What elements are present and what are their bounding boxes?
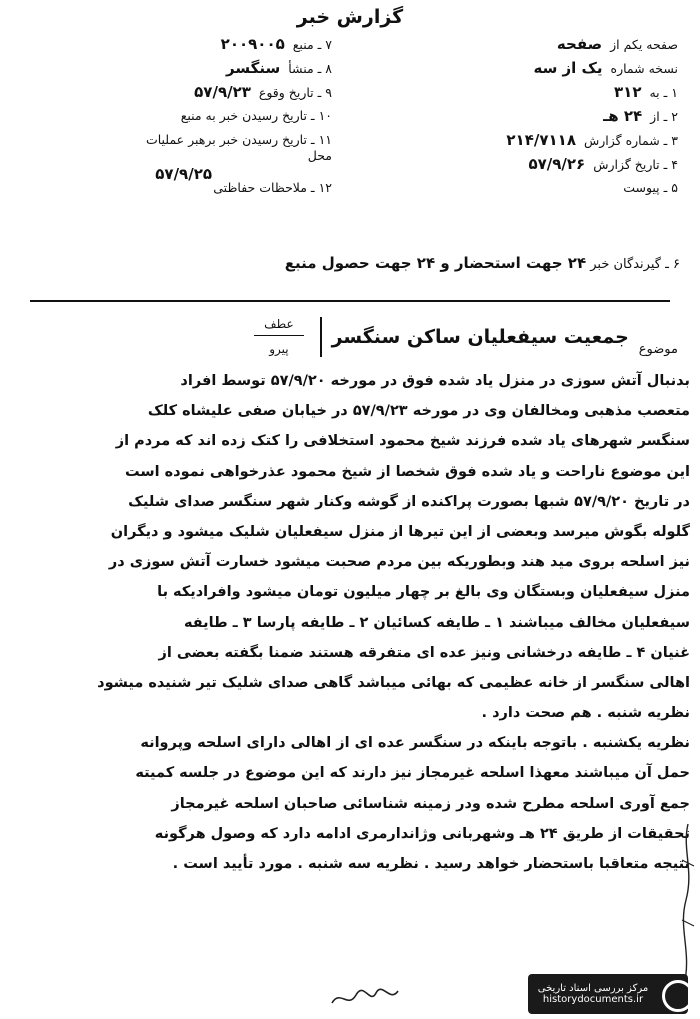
page-title: گزارش خبر: [296, 6, 404, 28]
body-line: نتیجه متعاقبا باستحضار خواهد رسید . نظریه سه شنبه . مورد تأیید است .: [172, 856, 690, 872]
report-fields-left: [12, 36, 332, 204]
subject-row: [254, 316, 678, 357]
field-label: ۳ ـ شماره گزارش: [583, 133, 678, 148]
field-label: ۷ ـ منبع: [292, 37, 332, 52]
field-source: [12, 36, 332, 60]
recipients-value: ۲۴ جهت استحضار و ۲۴ جهت حصول منبع: [284, 254, 587, 272]
field-attachment: [358, 180, 678, 204]
body-line: حمل آن میباشند معهذا اسلحه غیرمجاز نیز دارند که این موضوع در جلسه کمیته: [135, 765, 690, 782]
field-label: ۱ ـ به: [649, 85, 678, 100]
margin-note-icon: [678, 820, 698, 990]
field-label: ۱۰ ـ تاریخ رسیدن خبر به منبع: [180, 108, 332, 123]
field-origin: [12, 60, 332, 84]
body-line: متعصب مذهبی ومخالفان وی در مورخه ۵۷/۹/۲۳ در خیابان صفی علیشاه کلک: [147, 403, 690, 420]
body-line: بدنبال آتش سوزی در منزل یاد شده فوق در مورخه ۵۷/۹/۲۰ توسط افراد: [180, 373, 690, 389]
body-line: گلوله بگوش میرسد وبعضی از این تیرها از منزل سیفعلیان شلیک میشود و دیگران: [110, 523, 690, 540]
field-label: ۲ ـ از: [650, 109, 678, 124]
body-line: نظریه شنبه . هم صحت دارد .: [481, 705, 690, 722]
field-label: ۵ ـ پیوست: [623, 180, 678, 195]
field-security-notes: [12, 180, 332, 204]
field-received-by-operations: [12, 132, 332, 183]
field-value: سنگسر: [226, 59, 281, 77]
body-line: تحقیقات از طریق ۲۴ هـ وشهربانی وژاندارمری ادامه دارد که وصول هرگونه: [154, 825, 690, 842]
body-line: اهالی سنگسر از خانه عظیمی که بهائی میباشد گاهی صدای شلیک تیر شنیده میشود: [97, 674, 690, 691]
body-line: سیفعلیان مخالف میباشند ۱ ـ طایفه کسائیان ۲ ـ طایفه پارسا ۳ ـ طایفه: [183, 614, 690, 631]
field-copy-number: [358, 60, 678, 84]
field-value: صفحه: [556, 35, 603, 53]
subject-value: جمعیت سیفعلیان ساکن سنگسر: [331, 325, 629, 348]
body-line: نظریه یکشنبه . باتوجه باینکه در سنگسر عده ای از اهالی دارای اسلحه وپروانه: [140, 735, 690, 752]
reference-label: عطف: [254, 317, 303, 336]
field-from: [358, 108, 678, 132]
field-label: ۹ ـ تاریخ وقوع: [258, 85, 332, 100]
body-line: غنیان ۴ ـ طایفه درخشانی ونیز عده ای متفرقه هستند ضمنا بگفته بعضی از: [158, 644, 690, 661]
subject-divider: [320, 317, 322, 357]
followup-label: پیرو: [269, 342, 289, 356]
field-value: ۲۰۰۹۰۰۵: [220, 35, 285, 53]
watermark-line2: historydocuments.ir: [542, 994, 644, 1005]
field-page: [358, 36, 678, 60]
field-label: ۱۲ ـ ملاحظات حفاظتی: [213, 180, 332, 195]
report-body: [10, 366, 690, 879]
field-report-number: [358, 132, 678, 156]
field-received-by-source: [12, 108, 332, 132]
watermark-line1: مرکز بررسی اسناد تاریخی: [537, 983, 649, 994]
field-value: ۳۱۲: [614, 83, 642, 101]
field-label: نسخه شماره: [610, 61, 678, 76]
field-event-date: [12, 84, 332, 108]
body-line: جمع آوری اسلحه مطرح شده ودر زمینه شناسائی صاحبان اسلحه غیرمجاز: [171, 795, 690, 812]
field-value: ۵۷/۹/۲۶: [528, 155, 586, 173]
field-label: ۴ ـ تاریخ گزارش: [593, 157, 678, 172]
body-line: سنگسر شهرهای یاد شده فرزند شیخ محمود استخلافی را کتک زده اند که مردم از: [115, 433, 690, 450]
report-fields-right: [358, 36, 678, 204]
body-line: این موضوع ناراحت و یاد شده فوق شخصا از شیخ محمود عذرخواهی نموده است: [124, 463, 690, 480]
watermark-stamp: [528, 974, 688, 1014]
field-value: ۵۷/۹/۲۳: [194, 83, 251, 101]
field-value: ۲۴ هـ: [603, 107, 643, 125]
field-value: ۵۷/۹/۲۵: [155, 165, 212, 183]
field-label: ۸ ـ منشأ: [288, 61, 332, 76]
field-report-date: [358, 156, 678, 180]
field-to: [358, 84, 678, 108]
archive-logo-icon: [662, 980, 694, 1012]
header-divider: [30, 300, 670, 302]
field-value: ۲۱۴/۷۱۱۸: [506, 131, 576, 149]
field-label: صفحه یکم از: [610, 37, 678, 52]
body-line: منزل سیفعلیان وبستگان وی بالغ بر چهار میلیون تومان میشود وافرادیکه با: [157, 584, 690, 601]
body-line: در تاریخ ۵۷/۹/۲۰ شبها بصورت پراکنده از گوشه وکنار شهر سنگسر صدای شلیک: [128, 493, 690, 510]
recipients-line: [285, 254, 680, 272]
subject-label: موضوع: [638, 342, 678, 357]
signature-icon: [330, 985, 400, 1011]
reference-box: [254, 317, 303, 356]
field-value: یک از سه: [533, 59, 603, 77]
field-label: ۱۱ ـ تاریخ رسیدن خبر برهبر عملیات محل: [145, 132, 332, 163]
body-line: نیز اسلحه بروی مید هند وبطوریکه بین مردم صحبت میشود خسارت آتش سوزی در: [108, 554, 690, 571]
recipients-label: ۶ ـ گیرندگان خبر: [590, 257, 680, 272]
